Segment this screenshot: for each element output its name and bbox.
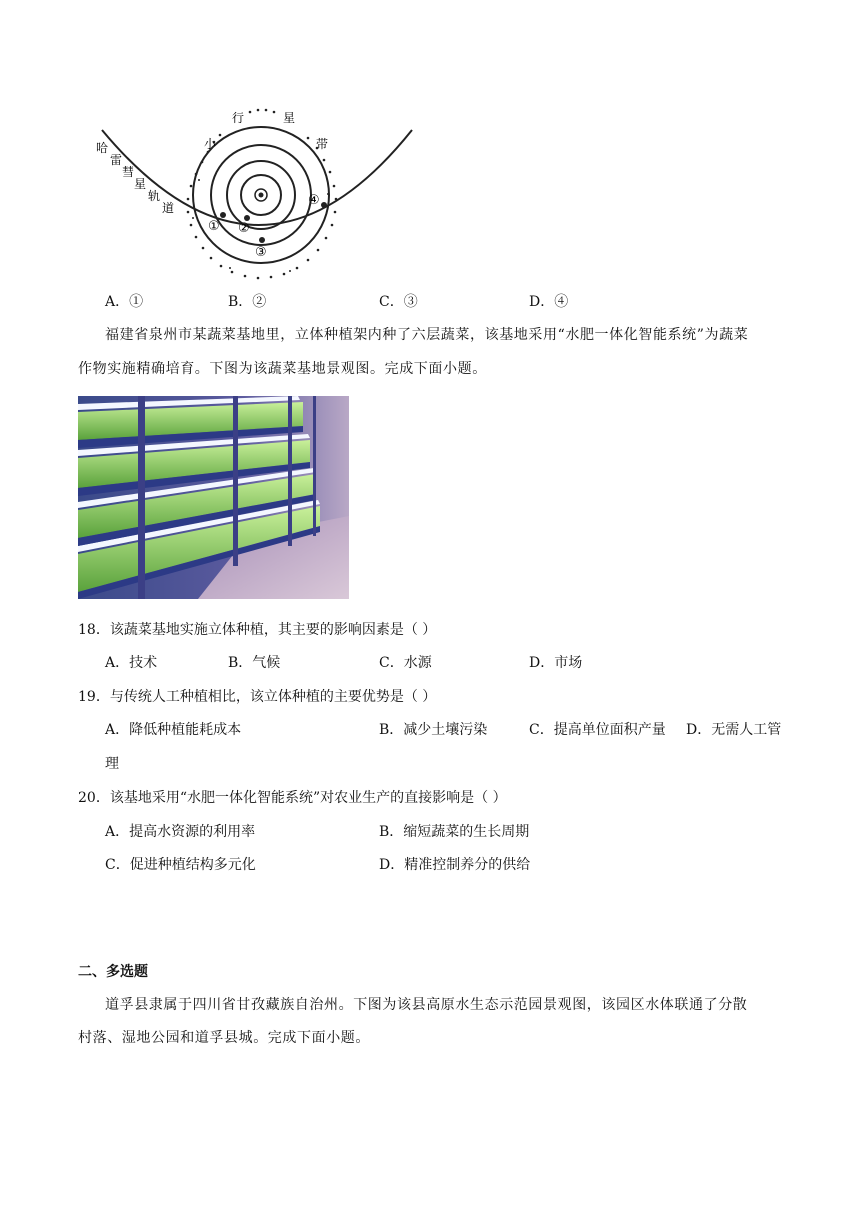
vegetable-farm-image — [78, 396, 349, 599]
intro2-line1: 道孚县隶属于四川省甘孜藏族自治州。下图为该县高原水生态示范园景观图，该园区水体联通了分散 — [105, 997, 748, 1013]
q17-option-b: B．② — [228, 294, 267, 310]
comet-label-5: 轨 — [148, 189, 161, 203]
q19-option-c: C．提高单位面积产量 — [529, 722, 666, 738]
orbit-diagram — [90, 100, 420, 285]
q19-option-d: D．无需人工管 — [686, 722, 782, 738]
marker-3: ③ — [255, 245, 267, 260]
orbit-diagram-svg — [90, 100, 420, 285]
belt-label-1: 行 — [232, 111, 245, 125]
intro1-line1: 福建省泉州市某蔬菜基地里，立体种植架内种了六层蔬菜，该基地采用“水肥一体化智能系统”为蔬菜 — [105, 327, 749, 343]
comet-label-2: 雷 — [110, 153, 123, 167]
point-3 — [259, 237, 265, 243]
q18-option-d: D．市场 — [529, 655, 583, 671]
intro2-line2: 村落、湿地公园和道孚县城。完成下面小题。 — [78, 1030, 370, 1046]
belt-label-2: 星 — [283, 111, 296, 125]
q18-option-b: B．气候 — [228, 655, 281, 671]
point-1 — [220, 212, 226, 218]
q20-option-d: D．精准控制养分的供给 — [379, 857, 531, 873]
comet-label-1: 哈 — [96, 141, 109, 155]
q20-option-a: A．提高水资源的利用率 — [105, 824, 256, 840]
q19-option-d-continued: 理 — [105, 756, 119, 772]
q17-option-c: C．③ — [379, 294, 418, 310]
sun-core — [259, 193, 264, 198]
comet-label-3: 彗 — [122, 165, 135, 179]
point-4 — [321, 202, 327, 208]
q19-option-b: B．减少土壤污染 — [379, 722, 488, 738]
q18-option-c: C．水源 — [379, 655, 432, 671]
q19-stem: 19．与传统人工种植相比，该立体种植的主要优势是（ ） — [78, 689, 437, 705]
vegetable-farm-photo — [78, 396, 349, 599]
belt-label-4: 带 — [316, 137, 329, 151]
marker-2: ② — [238, 221, 250, 236]
q17-option-a: A．① — [105, 294, 144, 310]
intro1-line2: 作物实施精确培育。下图为该蔬菜基地景观图。完成下面小题。 — [78, 361, 487, 377]
belt-label-3: 小 — [204, 137, 217, 151]
q17-option-d: D．④ — [529, 294, 569, 310]
section2-title: 二、多选题 — [78, 964, 148, 980]
q18-option-a: A．技术 — [105, 655, 158, 671]
q20-option-c: C．促进种植结构多元化 — [105, 857, 256, 873]
q20-option-b: B．缩短蔬菜的生长周期 — [379, 824, 530, 840]
comet-label-6: 道 — [162, 201, 175, 215]
comet-label-4: 星 — [134, 177, 147, 191]
q18-stem: 18．该蔬菜基地实施立体种植，其主要的影响因素是（ ） — [78, 622, 437, 638]
q20-stem: 20．该基地采用“水肥一体化智能系统”对农业生产的直接影响是（ ） — [78, 790, 507, 806]
marker-1: ① — [208, 219, 220, 234]
marker-4: ④ — [308, 193, 320, 208]
q19-option-a: A．降低种植能耗成本 — [105, 722, 242, 738]
